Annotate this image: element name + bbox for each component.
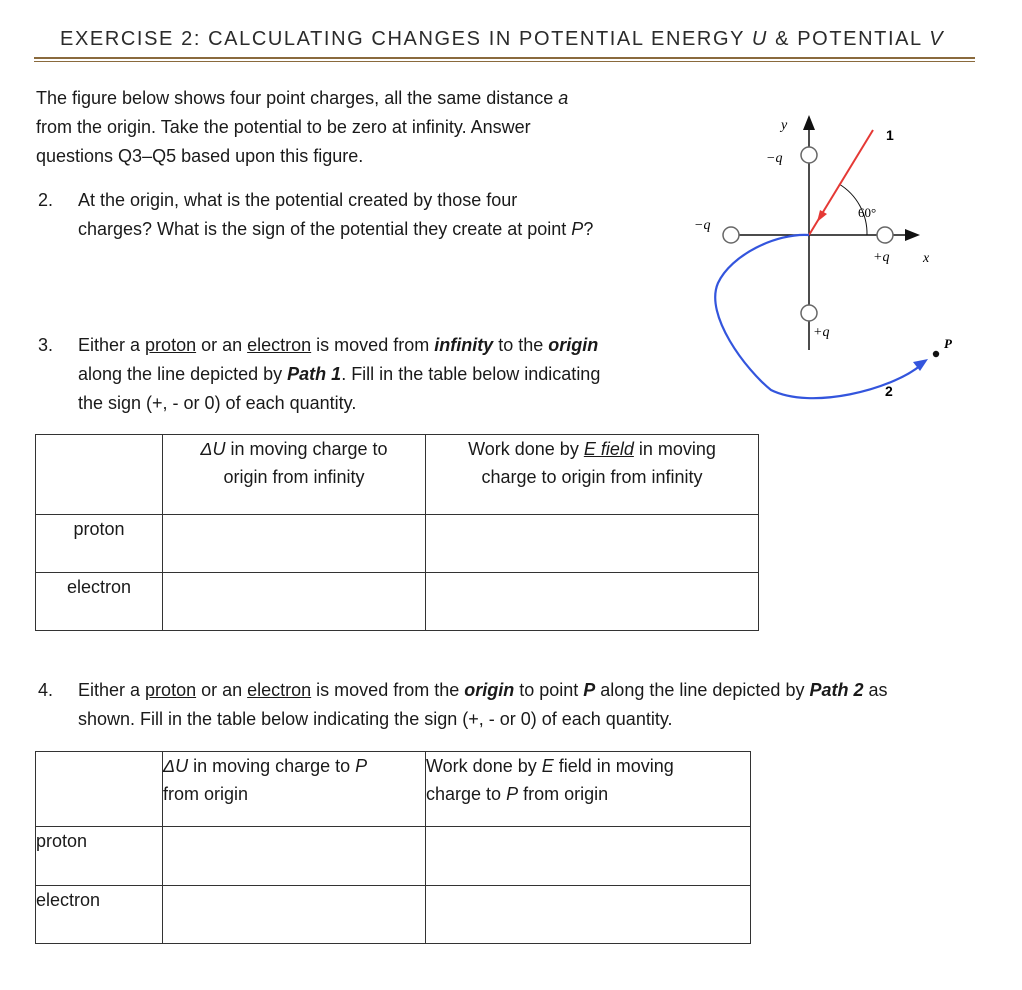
charge-right [877,227,893,243]
path-1-arrowhead [817,210,827,222]
charge-figure [676,105,976,415]
angle-label: 60° [858,205,877,220]
page-title: EXERCISE 2: CALCULATING CHANGES IN POTENTIAL ENERGY U & POTENTIAL V [60,28,945,50]
row-label-electron: electron [36,886,163,944]
row-label-proton: proton [36,515,163,573]
charge-bottom-label: +q [813,325,830,340]
answer-cell[interactable] [426,573,759,631]
table-corner-cell [36,752,163,827]
charge-top [801,147,817,163]
path-2-label: 2 [885,383,893,399]
charge-right-label: +q [873,250,890,265]
column-header-work-done: Work done by E field in moving charge to origin from infinity [426,435,759,515]
path-1-label: 1 [886,127,894,143]
answer-cell[interactable] [163,515,426,573]
answer-table-1 [35,434,759,631]
intro-paragraph: The figure below shows four point charges, all the same distance a from the origin. Take the potential to be zero at infinity. Answer questions Q3–Q5 based upon this figure. [36,88,569,166]
answer-cell[interactable] [163,573,426,631]
column-header-delta-u: ΔU in moving charge to P from origin [163,752,426,827]
answer-cell[interactable] [426,827,751,886]
x-axis-arrow [905,229,920,241]
question-number: 3. [38,335,54,355]
column-header-delta-u: ΔU in moving charge to origin from infinity [163,435,426,515]
answer-cell[interactable] [426,515,759,573]
row-label-electron: electron [36,573,163,631]
row-label-proton: proton [36,827,163,886]
point-p-dot [933,351,939,357]
point-p-label: P [944,336,952,351]
x-axis-label: x [923,251,930,266]
table-corner-cell [36,435,163,515]
y-axis-label: y [781,118,788,133]
charge-left-label: −q [694,218,711,233]
answer-cell[interactable] [426,886,751,944]
answer-cell[interactable] [163,827,426,886]
column-header-work-done: Work done by E field in moving charge to P from origin [426,752,751,827]
question-number: 2. [38,190,54,210]
path-2-curve [715,235,921,398]
charge-top-label: −q [766,151,783,166]
answer-table-2 [35,751,751,944]
charge-bottom [801,305,817,321]
question-number: 4. [38,680,54,700]
answer-cell[interactable] [163,886,426,944]
charge-left [723,227,739,243]
title-divider [34,57,975,62]
y-axis-arrow [803,115,815,130]
